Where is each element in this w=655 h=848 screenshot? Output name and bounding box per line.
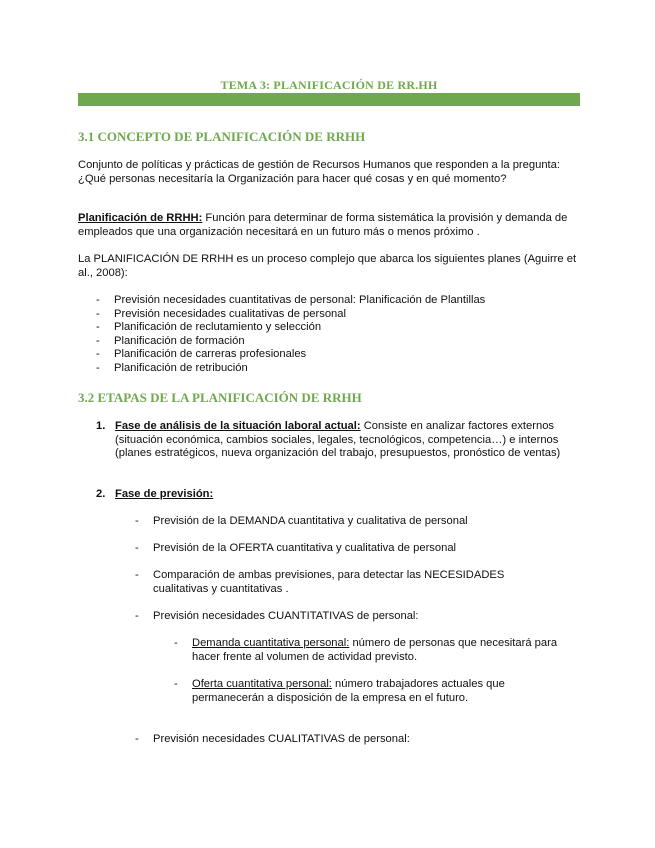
stage-number: 2. bbox=[96, 488, 106, 500]
stage-analysis-text: Consiste en analizar factores externos (situación económica, cambios sociales, legales, tecnológicos, competencia…) e internos (planes estratégicos, nueva organización del trabajo, presupuestos, pronóstico de ventas) bbox=[115, 420, 561, 460]
list-item: Planificación de carreras profesionales bbox=[114, 348, 307, 360]
subsub-bullet: - bbox=[174, 678, 178, 690]
sub-bullet: - bbox=[135, 733, 139, 745]
list-item: Planificación de reclutamiento y selección bbox=[114, 321, 322, 333]
sub-item: Comparación de ambas previsiones, para detectar las NECESIDADES cualitativas y cuantitativas . bbox=[153, 569, 505, 595]
list-item: Planificación de retribución bbox=[114, 362, 248, 374]
list-item: Previsión necesidades cuantitativas de personal: Planificación de Plantillas bbox=[114, 294, 486, 306]
list-item: Previsión necesidades cualitativas de personal bbox=[114, 308, 346, 320]
offer-term: Oferta cuantitativa personal: bbox=[192, 678, 332, 690]
section-heading-concept: 3.1 CONCEPTO DE PLANIFICACIÓN DE RRHH bbox=[78, 129, 366, 144]
sub-bullet: - bbox=[135, 610, 139, 622]
list-bullet: - bbox=[96, 294, 100, 306]
paragraph-process: La PLANIFICACIÓN DE RRHH es un proceso complejo que abarca los siguientes planes (Aguirre et al., 2008): bbox=[78, 253, 577, 279]
sub-item: Previsión necesidades CUANTITATIVAS de personal: bbox=[153, 610, 419, 622]
section-heading-stages: 3.2 ETAPAS DE LA PLANIFICACIÓN DE RRHH bbox=[78, 390, 362, 405]
sub-item: Previsión de la OFERTA cuantitativa y cualitativa de personal bbox=[153, 542, 457, 554]
paragraph-definition bbox=[78, 212, 586, 239]
sub-item: Previsión necesidades CUALITATIVAS de personal: bbox=[153, 733, 410, 745]
sub-bullet: - bbox=[135, 569, 139, 581]
demand-text: número de personas que necesitará para hacer frente al volumen de actividad previsto. bbox=[192, 637, 558, 663]
list-item: Planificación de formación bbox=[114, 335, 245, 347]
offer-text: número trabajadores actuales que permanecerán a disposición de la empresa en el futuro. bbox=[192, 678, 505, 704]
stage-analysis-term: Fase de análisis de la situación laboral actual: bbox=[115, 420, 361, 432]
subsub-item-offer bbox=[192, 678, 537, 705]
document-title: TEMA 3: PLANIFICACIÓN DE RR.HH bbox=[220, 78, 438, 92]
sub-item: Previsión de la DEMANDA cuantitativa y cualitativa de personal bbox=[153, 515, 468, 527]
definition-text: Función para determinar de forma sistemática la provisión y demanda de empleados que una organización necesitará en un futuro más o menos próximo . bbox=[78, 212, 568, 238]
list-bullet: - bbox=[96, 308, 100, 320]
title-underline-bar bbox=[78, 93, 580, 106]
paragraph-concept: Conjunto de políticas y prácticas de gestión de Recursos Humanos que responden a la pregunta: ¿Qué personas necesitaría la Organización para hacer qué cosas y en qué momento? bbox=[78, 159, 560, 185]
subsub-item-demand bbox=[192, 637, 584, 664]
stage-forecast bbox=[115, 488, 213, 502]
subsub-bullet: - bbox=[174, 637, 178, 649]
list-bullet: - bbox=[96, 321, 100, 333]
stage-forecast-term: Fase de previsión: bbox=[115, 488, 214, 500]
sub-bullet: - bbox=[135, 542, 139, 554]
list-bullet: - bbox=[96, 362, 100, 374]
demand-term: Demanda cuantitativa personal: bbox=[192, 637, 350, 649]
sub-bullet: - bbox=[135, 515, 139, 527]
list-bullet: - bbox=[96, 348, 100, 360]
stage-number: 1. bbox=[96, 420, 106, 432]
stage-analysis bbox=[115, 420, 585, 461]
list-bullet: - bbox=[96, 335, 100, 347]
definition-term: Planificación de RRHH: bbox=[78, 212, 203, 224]
